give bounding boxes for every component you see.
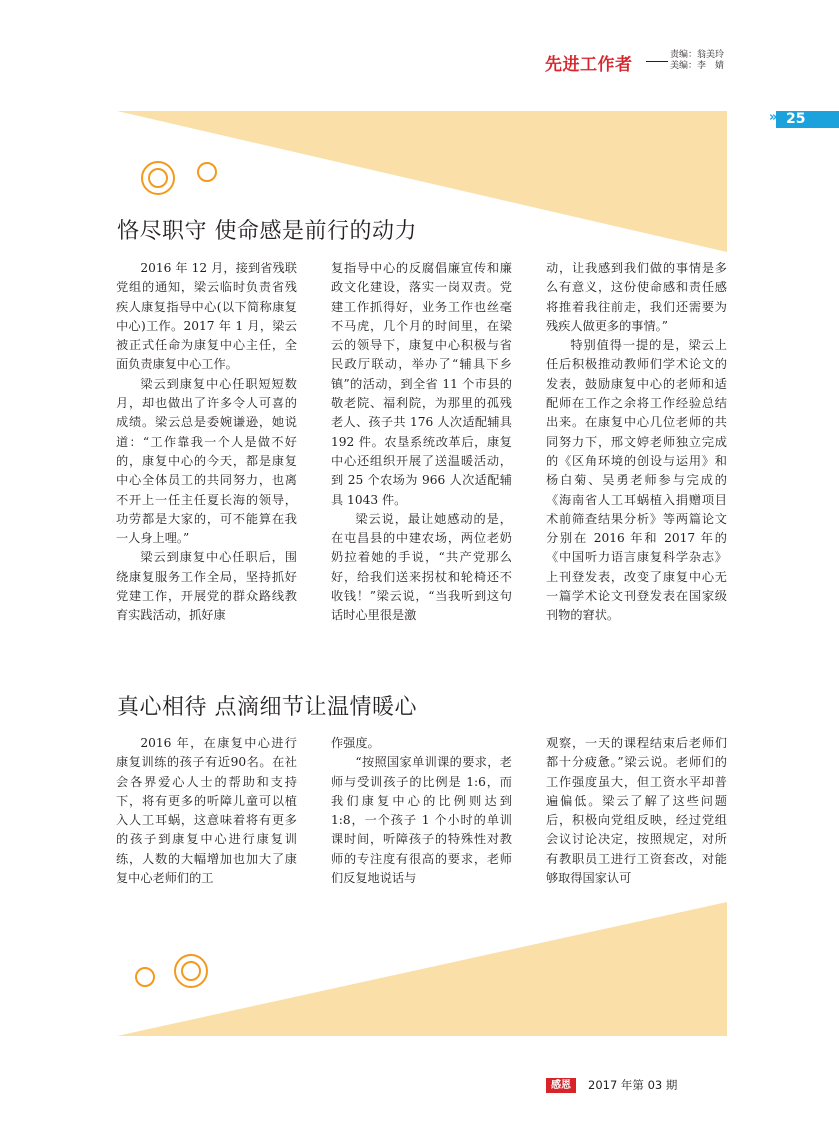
page-number: 25 — [786, 111, 806, 127]
paragraph: 梁云到康复中心任职后，围绕康复服务工作全局，坚持抓好党建工作，开展党的群众路线教育实践活动，抓好康 — [116, 550, 297, 623]
paragraph: 作强度。 — [331, 736, 380, 750]
magazine-logo: 感恩 — [546, 1078, 576, 1093]
paragraph: 2016 年 12 月，接到省残联党组的通知，梁云临时负责省残疾人康复指导中心(以下简称康复中心)工作。2017 年 1 月，梁云被正式任命为康复中心主任，全面负责康复中心工作。 — [116, 261, 297, 372]
editor-credits — [670, 50, 724, 72]
designer-credit: 美编：李 婧 — [670, 61, 725, 71]
bottom-color-band — [117, 902, 727, 1036]
paragraph: 动，让我感到我们做的事情是多么有意义，这份使命感和责任感将推着我往前走，我们还需要为残疾人做更多的事情。” — [546, 261, 727, 333]
paragraph: 梁云到康复中心任职短短数月，却也做出了许多令人可喜的成绩。梁云总是委婉谦逊，她说道：“工作靠我一个人是做不好的，康复中心的今天，都是康复中心全体员工的共同努力，也离不开上一任主任夏长海的领导，功劳都是大家的，可不能算在我一人身上哩。” — [116, 376, 297, 546]
page-arrow-icon: » — [769, 110, 775, 125]
paragraph: 2016 年，在康复中心进行康复训练的孩子有近90名。在社会各界爱心人士的帮助和支持下，将有更多的听障儿童可以植入人工耳蜗，这意味着将有更多的孩子到康复中心进行康复训练，人数的大幅增加也加大了康复中心老师们的工 — [116, 736, 297, 886]
paragraph: 梁云说，最让她感动的是，在屯昌县的中建农场，两位老奶奶拉着她的手说，“共产党那么好，给我们送来拐杖和轮椅还不收钱！”梁云说，“当我听到这句话时心里很是激 — [331, 511, 512, 623]
section-1-title: 恪尽职守 使命感是前行的动力 — [117, 219, 417, 244]
section-2-column-3 — [546, 734, 727, 888]
paragraph: “按照国家单训课的要求，老师与受训孩子的比例是 1:6，而我们康复中心的比例则达到 1:8，一个孩子 1 个小时的单训课时间，听障孩子的特殊性对教师的专注度有很高的要求，老师们反复地说话与 — [331, 755, 512, 886]
paragraph: 观察，一天的课程结束后老师们都十分疲惫。”梁云说。老师们的工作强度虽大，但工资水平却普遍偏低。梁云了解了这些问题后，积极向党组反映，经过党组会议讨论决定，按照规定，对所有教职员工进行工资套改，对能够取得国家认可 — [546, 736, 727, 886]
section-1-column-3 — [546, 259, 727, 626]
editor-credit: 责编：翁美玲 — [670, 50, 725, 60]
section-2-column-1 — [116, 734, 297, 888]
bottom-circles-icon — [136, 955, 207, 987]
issue-label: 2017 年第 03 期 — [588, 1078, 678, 1092]
section-2-title: 真心相待 点滴细节让温情暖心 — [117, 695, 417, 720]
top-circles-icon — [142, 162, 216, 194]
page-number-tab — [776, 111, 839, 128]
section-2-column-2 — [331, 734, 512, 888]
section-1-column-1 — [116, 259, 297, 626]
section-1-column-2 — [331, 259, 512, 626]
paragraph: 特别值得一提的是，梁云上任后积极推动教师们学术论文的发表，鼓励康复中心的老师和适配师在工作之余将工作经验总结出来。在康复中心几位老师的共同努力下，邢文婷老师独立完成的《区角环境的创设与运用》和杨白菊、吴勇老师参与完成的《海南省人工耳蜗植入捐赠项目术前筛查结果分析》等两篇论文分别在 2016 年和 2017 年的《中国听力语言康复科学杂志》上刊登发表，改变了康复中心无一篇学术论文刊登发表在国家级刊物的窘状。 — [546, 338, 727, 623]
section-name: 先进工作者 — [545, 55, 633, 75]
header-rule — [646, 61, 668, 62]
paragraph: 复指导中心的反腐倡廉宣传和廉政文化建设，落实一岗双责。党建工作抓得好，业务工作也丝毫不马虎，几个月的时间里，在梁云的领导下，康复中心积极与省民政厅联动，举办了“辅具下乡镇”的活动，到全省 11 个市县的敬老院、福利院，为那里的孤残老人、孩子共 176 人次适配辅具 192 件。农垦系统改革后，康复中心还组织开展了送温暖活动，到 25 个农场为 966 人次适配辅具 1043 件。 — [331, 261, 512, 507]
